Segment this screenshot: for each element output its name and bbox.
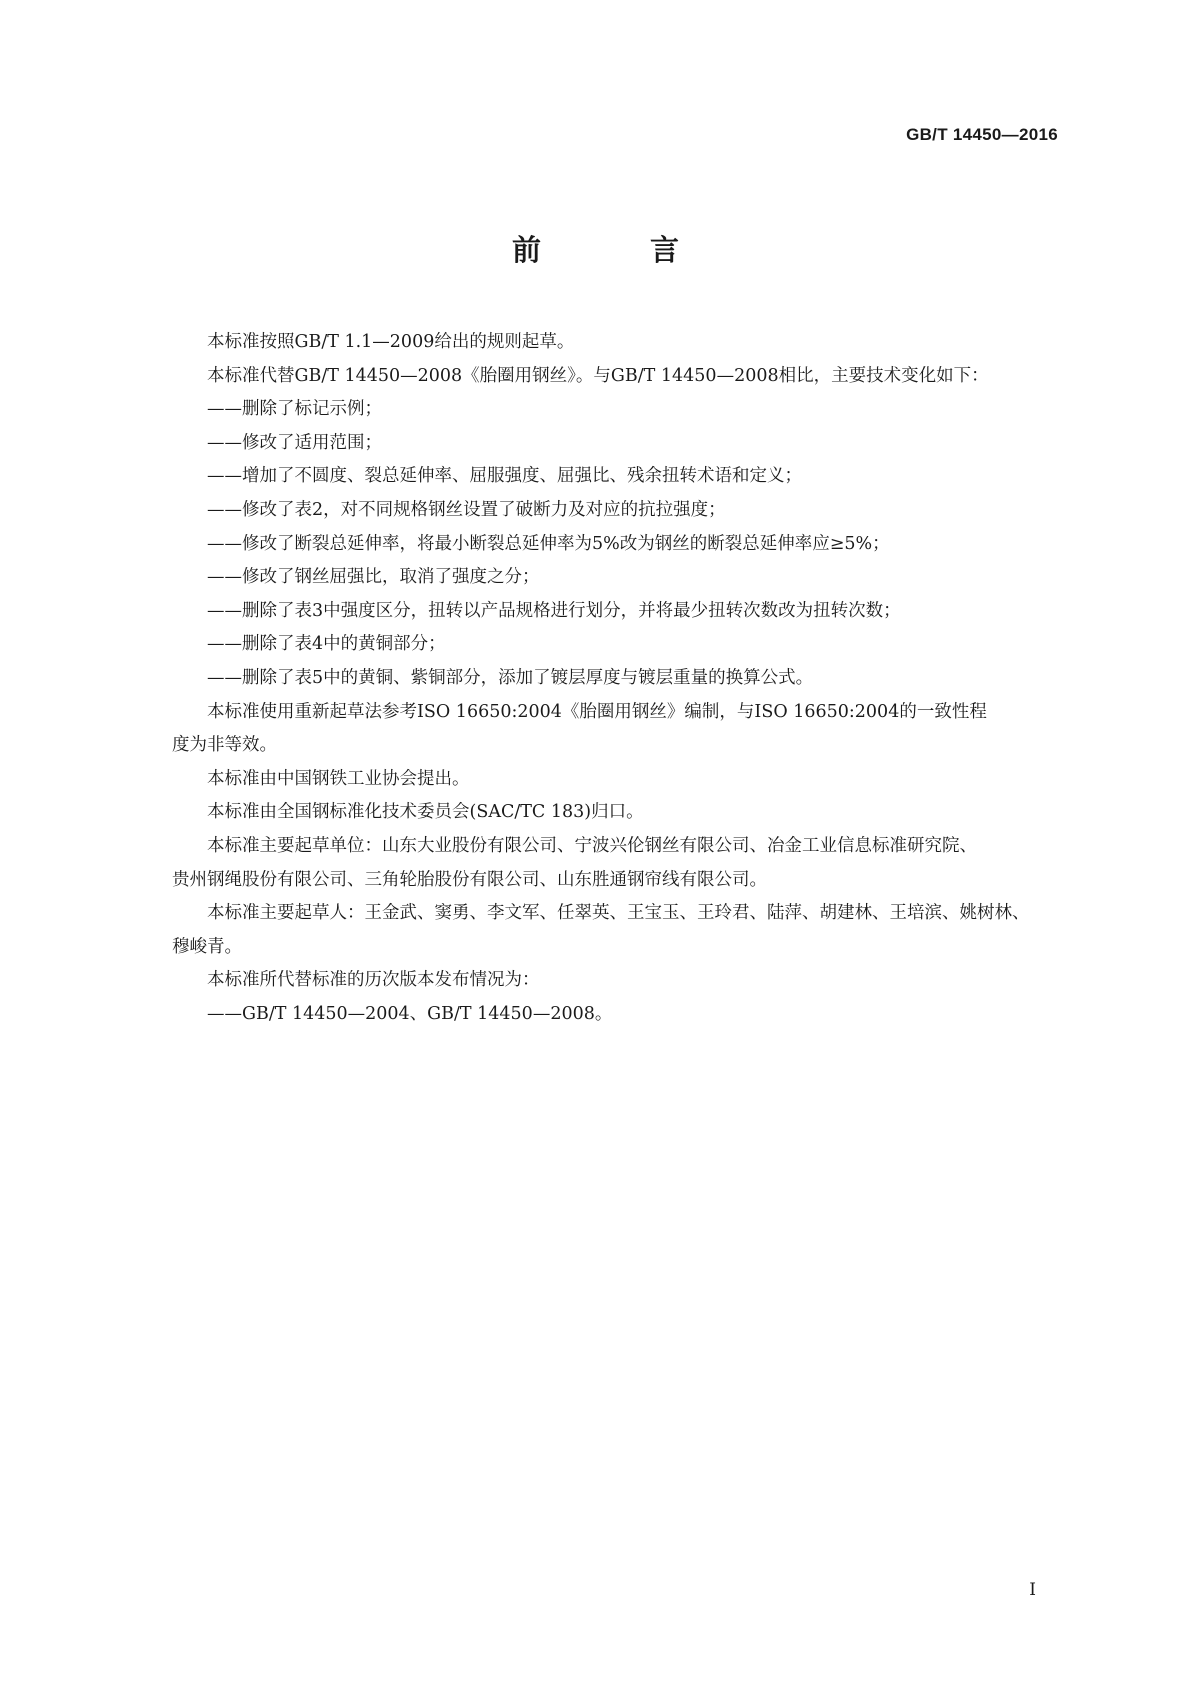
page-number: I (1029, 1580, 1036, 1600)
standard-code: GB/T 14450—2016 (906, 125, 1058, 144)
page-title: 前 言 (511, 233, 719, 267)
list-item-history: ——GB/T 14450—2004、GB/T 14450—2008。 (207, 1003, 613, 1024)
paragraph-drafters: 本标准主要起草人：王金武、窦勇、李文军、任翠英、王宝玉、王玲君、陆萍、胡建林、王培滨、姚树林、 (207, 903, 1030, 924)
paragraph-drafting-units-cont: 贵州钢绳股份有限公司、三角轮胎股份有限公司、山东胜通钢帘线有限公司。 (172, 869, 767, 890)
list-item: ——修改了断裂总延伸率，将最小断裂总延伸率为5%改为钢丝的断裂总延伸率应≥5%； (207, 533, 890, 554)
paragraph-iso-reference-cont: 度为非等效。 (172, 735, 277, 756)
list-item: ——删除了表4中的黄铜部分； (207, 634, 446, 655)
paragraph-drafters-cont: 穆峻青。 (172, 936, 242, 957)
paragraph-history: 本标准所代替标准的历次版本发布情况为： (207, 970, 540, 991)
list-item: ——删除了表5中的黄铜、紫铜部分，添加了镀层厚度与镀层重量的换算公式。 (207, 667, 814, 688)
paragraph-drafting-rules: 本标准按照GB/T 1.1—2009给出的规则起草。 (207, 332, 575, 352)
paragraph-drafting-units: 本标准主要起草单位：山东大业股份有限公司、宁波兴伦钢丝有限公司、冶金工业信息标准研究院、 (207, 835, 977, 856)
list-item: ——删除了标记示例； (207, 399, 382, 420)
foreword-body (172, 326, 1052, 1031)
list-item: ——修改了表2，对不同规格钢丝设置了破断力及对应的抗拉强度； (207, 499, 726, 520)
list-item: ——修改了适用范围； (207, 432, 382, 453)
list-item: ——修改了钢丝屈强比，取消了强度之分； (207, 567, 540, 588)
paragraph-committee: 本标准由全国钢标准化技术委员会(SAC/TC 183)归口。 (207, 802, 644, 823)
list-item: ——删除了表3中强度区分，扭转以产品规格进行划分，并将最少扭转次数改为扭转次数； (207, 600, 901, 621)
paragraph-proposer: 本标准由中国钢铁工业协会提出。 (207, 768, 470, 789)
list-item: ——增加了不圆度、裂总延伸率、屈服强度、屈强比、残余扭转术语和定义； (207, 466, 802, 487)
paragraph-iso-reference: 本标准使用重新起草法参考ISO 16650:2004《胎圈用钢丝》编制，与ISO 16650:2004的一致性程 (207, 701, 987, 722)
paragraph-replacement: 本标准代替GB/T 14450—2008《胎圈用钢丝》。与GB/T 14450—2008相比，主要技术变化如下： (207, 365, 989, 386)
